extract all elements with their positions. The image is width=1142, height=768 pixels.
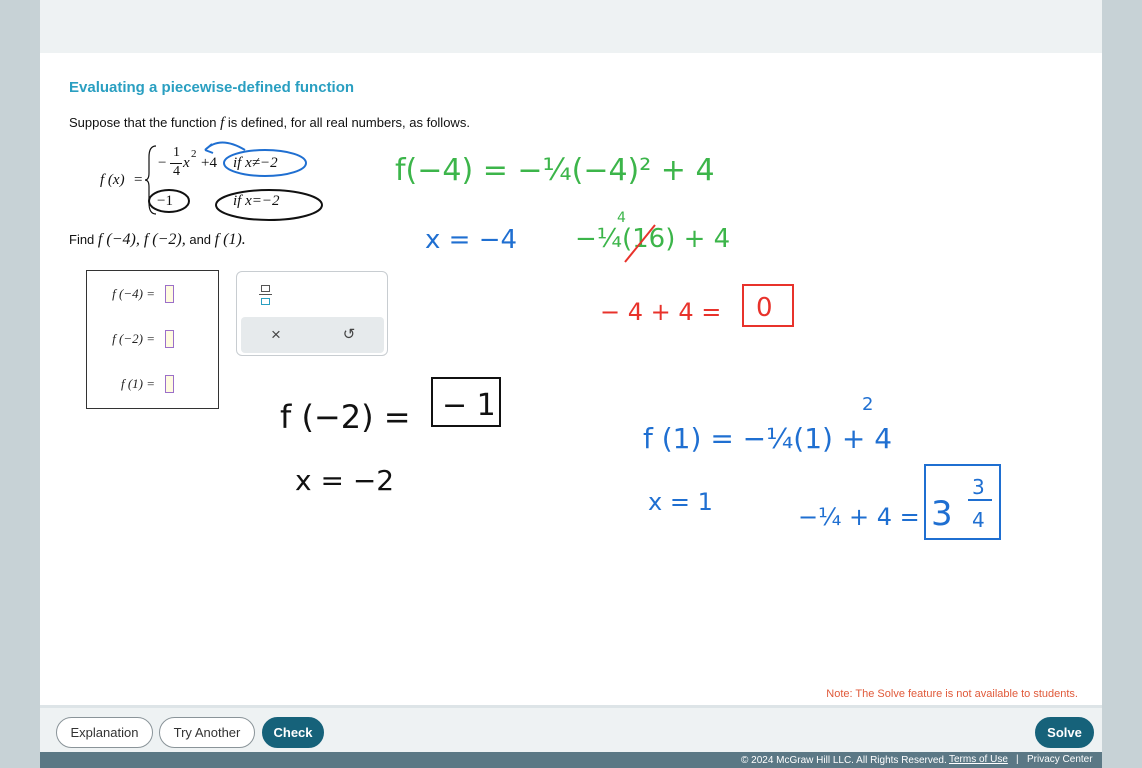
intro-function-name: f xyxy=(220,115,225,131)
piece1-var: x xyxy=(183,155,190,171)
undo-icon[interactable]: ↺ xyxy=(342,326,356,343)
terms-of-use-link[interactable]: Terms of Use xyxy=(949,754,1008,765)
blue-work xyxy=(643,394,1000,539)
solve-button[interactable]: Solve xyxy=(1035,717,1094,748)
bottom-toolbar xyxy=(40,705,1102,752)
solve-note: Note: The Solve feature is not available to students. xyxy=(826,688,1078,700)
black-work xyxy=(280,378,500,497)
green-x: x = −4 xyxy=(425,225,518,255)
fx-label: f (x) xyxy=(100,172,125,188)
footer-separator: | xyxy=(1016,754,1019,765)
find-expr-2: f (1). xyxy=(214,231,246,248)
blue-result-num: 3 xyxy=(972,475,985,499)
problem-title: Evaluating a piecewise-defined function xyxy=(69,79,355,96)
blue-result-whole: 3 xyxy=(931,494,953,534)
green-work xyxy=(395,153,730,255)
try-another-button[interactable]: Try Another xyxy=(159,717,255,748)
check-button[interactable]: Check xyxy=(262,717,324,748)
blue-exp: 2 xyxy=(862,394,874,415)
green-four: 4 xyxy=(617,210,626,226)
blue-line-1: f (1) = −¼(1) + 4 xyxy=(643,422,893,455)
intro-text-after: is defined, for all real numbers, as follows. xyxy=(227,115,470,130)
find-expr-1: f (−4), f (−2), xyxy=(97,231,186,248)
privacy-center-link[interactable]: Privacy Center xyxy=(1027,754,1093,765)
piece2-value: −1 xyxy=(157,193,173,209)
black-circle-condition xyxy=(216,190,322,220)
piece1-frac-den: 4 xyxy=(173,164,180,179)
blue-x: x = 1 xyxy=(648,488,713,516)
blue-line-2: −¼ + 4 = xyxy=(798,503,920,531)
piece1-plus: +4 xyxy=(201,155,217,171)
answer-label-f-1: f (1) = xyxy=(120,376,155,391)
blue-circle-condition xyxy=(224,150,306,176)
red-result: 0 xyxy=(756,293,773,323)
blue-arrow xyxy=(205,143,245,154)
piece1-condition: if x≠−2 xyxy=(233,155,278,171)
blue-result-den: 4 xyxy=(972,508,985,532)
find-prefix: Find xyxy=(69,232,95,247)
copyright-text: © 2024 McGraw Hill LLC. All Rights Reserved. xyxy=(741,755,947,766)
black-x: x = −2 xyxy=(295,464,395,497)
footer xyxy=(40,752,1102,768)
black-result: − 1 xyxy=(442,388,496,423)
red-line: − 4 + 4 = xyxy=(600,298,722,326)
piece2-condition: if x=−2 xyxy=(233,193,280,209)
piece1-frac-num: 1 xyxy=(173,145,180,160)
red-work xyxy=(600,285,793,326)
answer-label-f-neg2: f (−2) = xyxy=(112,331,155,346)
explanation-button[interactable]: Explanation xyxy=(56,717,153,748)
clear-icon[interactable]: × xyxy=(271,325,281,344)
handwriting-layer xyxy=(40,0,1102,700)
fx-equals: = xyxy=(134,172,143,188)
green-line-1: f(−4) = −¼(−4)² + 4 xyxy=(395,153,715,188)
problem-panel xyxy=(40,0,1102,768)
piece1-exp: 2 xyxy=(191,148,197,160)
green-line-2: −¼(16) + 4 xyxy=(575,224,731,254)
black-line: f (−2) = xyxy=(280,398,411,436)
piece1-minus: − xyxy=(158,155,167,171)
intro-text-before: Suppose that the function xyxy=(69,115,217,130)
black-circle-value xyxy=(149,190,189,212)
answer-label-f-neg4: f (−4) = xyxy=(112,286,155,301)
find-and: and xyxy=(189,232,212,247)
